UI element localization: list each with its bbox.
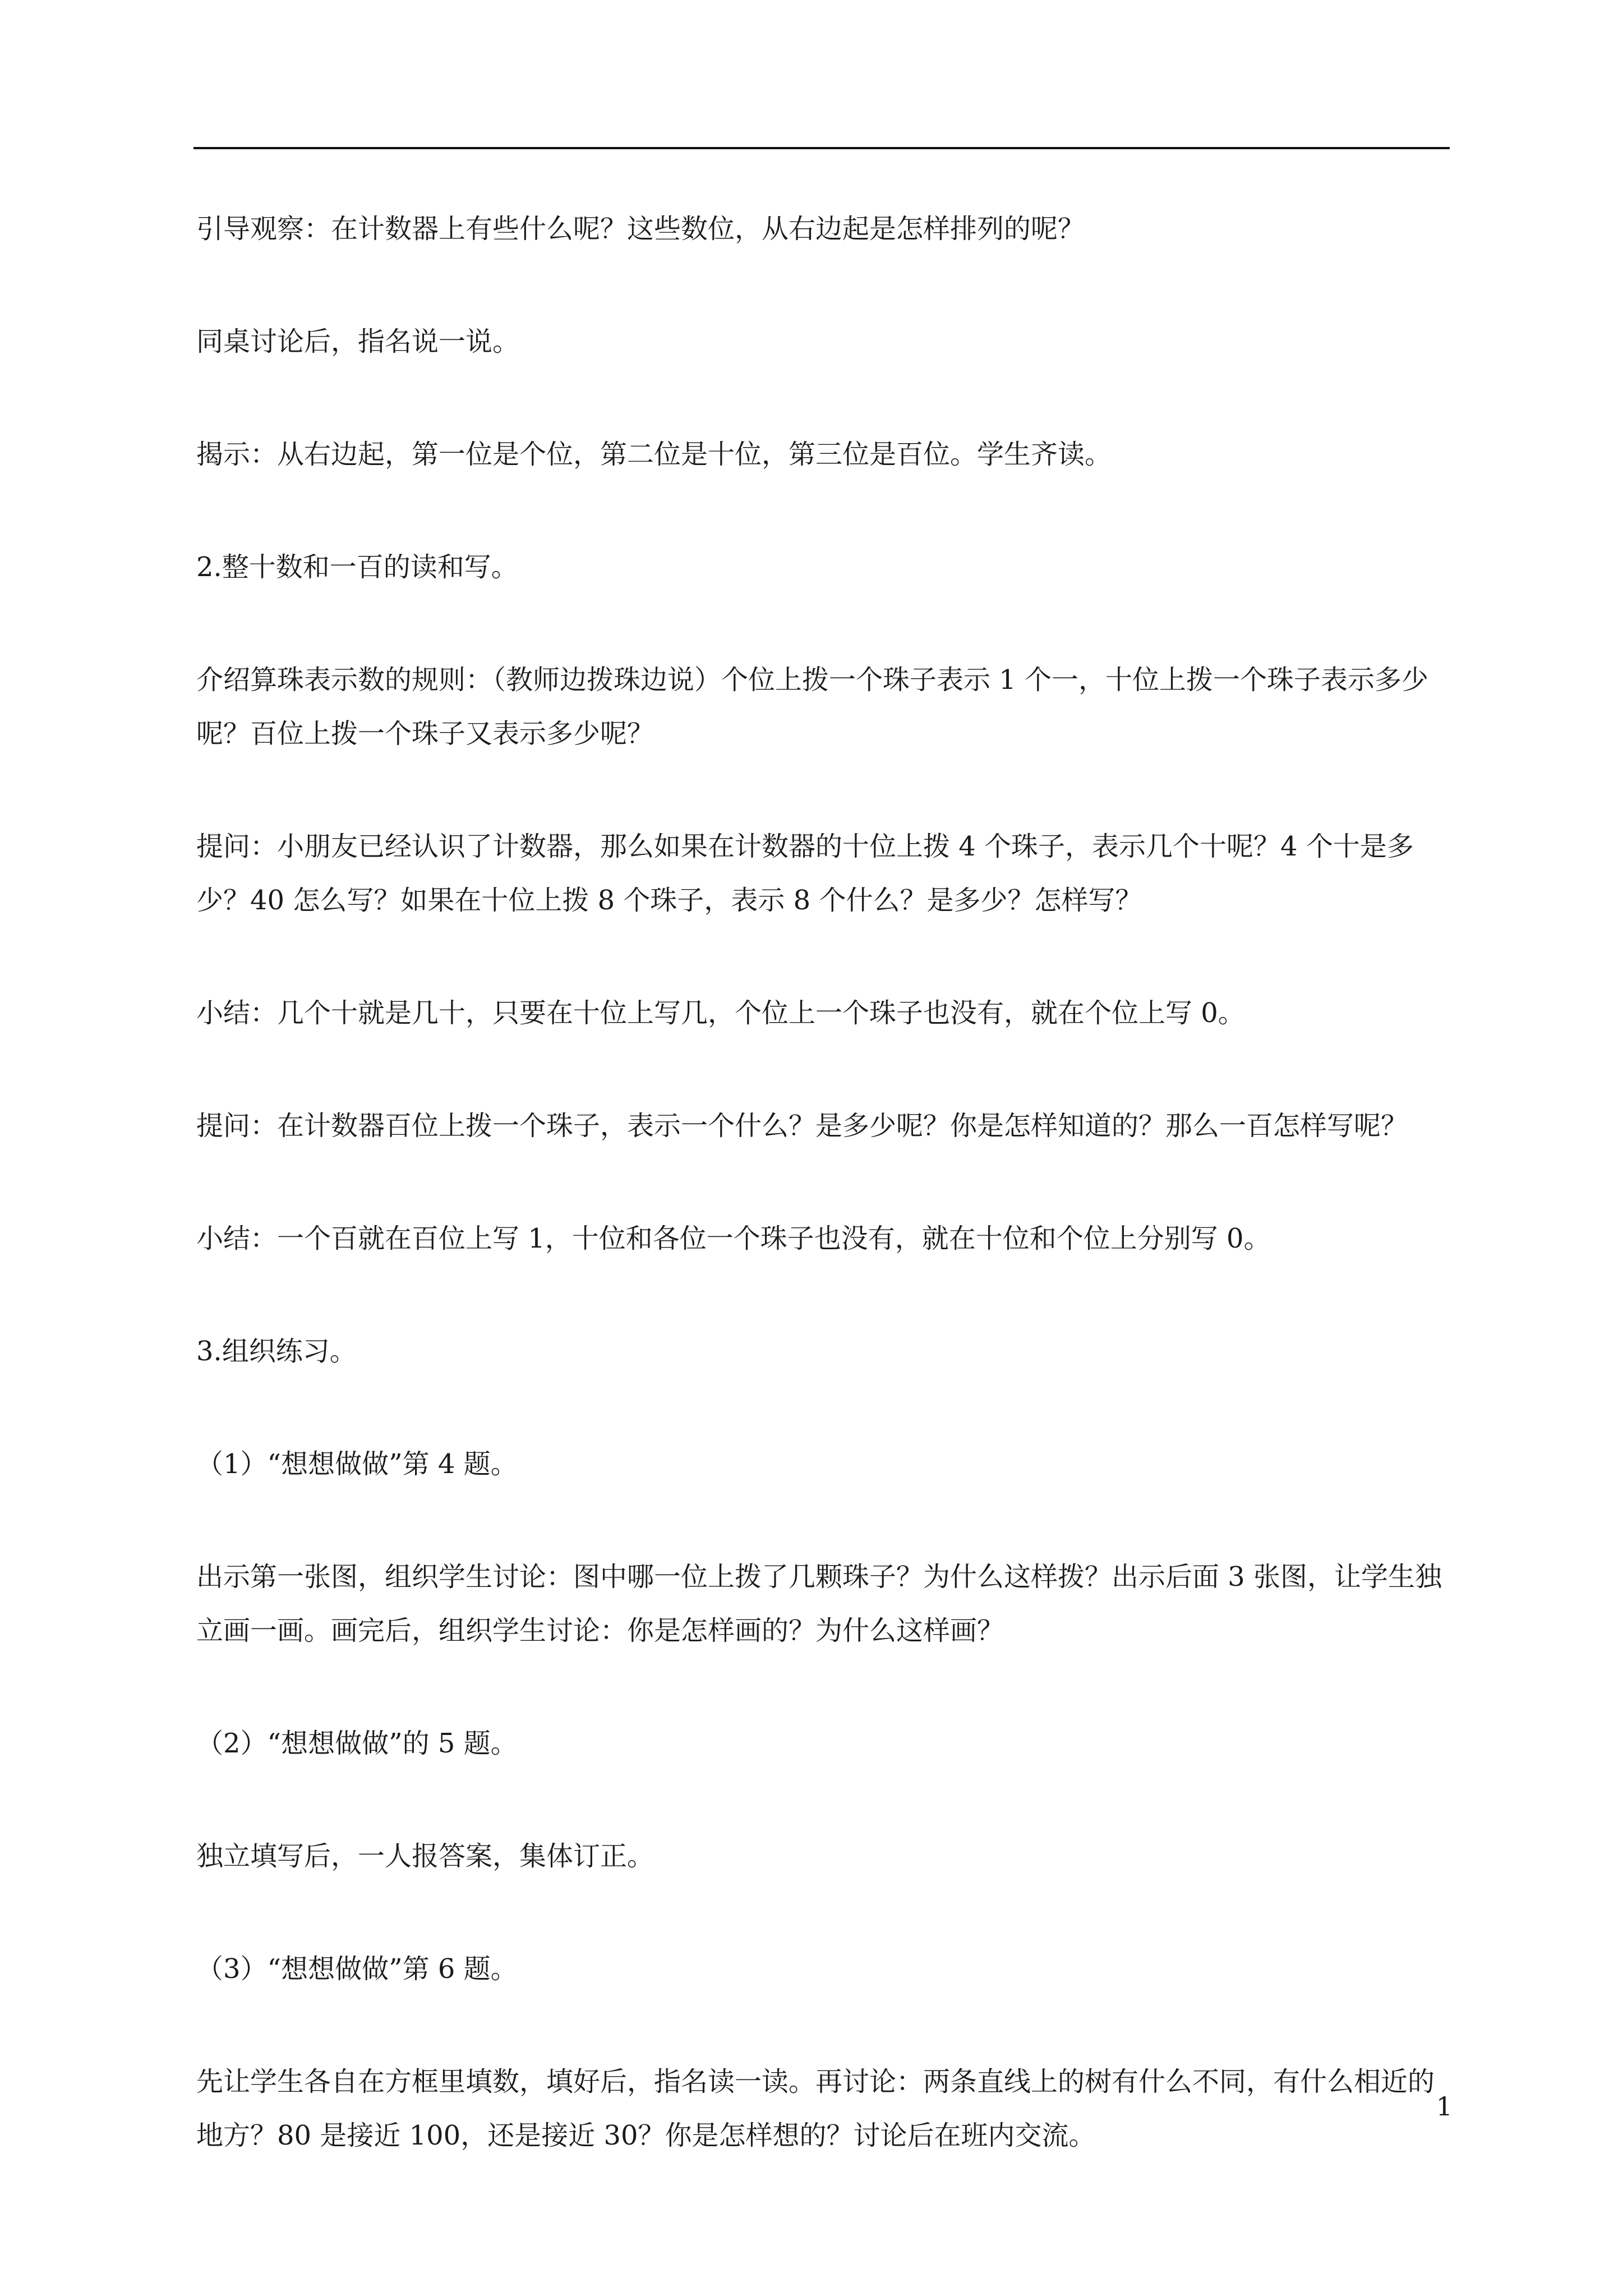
paragraph-reveal: 揭示：从右边起，第一位是个位，第二位是十位，第三位是百位。学生齐读。 — [196, 439, 1112, 470]
paragraph-bead-rules: 介绍算珠表示数的规则：（教师边拨珠边说）个位上拨一个珠子表示 1 个一，十位上拨一个珠子表示多少呢？百位上拨一个珠子又表示多少呢？ — [196, 664, 1429, 749]
header-rule — [193, 147, 1450, 149]
paragraph-guide-observe: 引导观察：在计数器上有些什么呢？这些数位，从右边起是怎样排列的呢？ — [196, 213, 1085, 245]
paragraph-exercise-1: 出示第一张图，组织学生讨论：图中哪一位上拨了几颗珠子？为什么这样拨？出示后面 3 张图，让学生独立画一画。画完后，组织学生讨论：你是怎样画的？为什么这样画？ — [196, 1561, 1442, 1646]
section-heading-2: 2.整十数和一百的读和写。 — [196, 551, 518, 583]
paragraph-discussion: 同桌讨论后，指名说一说。 — [196, 326, 520, 357]
paragraph-summary-hundred: 小结：一个百就在百位上写 1，十位和各位一个珠子也没有，就在十位和个位上分别写 0。 — [196, 1223, 1271, 1254]
paragraph-question-hundred: 提问：在计数器百位上拨一个珠子，表示一个什么？是多少呢？你是怎样知道的？那么一百怎样写呢？ — [196, 1110, 1408, 1142]
paragraph-question-tens: 提问：小朋友已经认识了计数器，那么如果在计数器的十位上拨 4 个珠子，表示几个十呢？4 个十是多少？40 怎么写？如果在十位上拨 8 个珠子，表示 8 个什么？是多少？怎样写？ — [196, 831, 1414, 916]
section-heading-3: 3.组织练习。 — [196, 1336, 357, 1367]
paragraph-exercise-3: 先让学生各自在方框里填数，填好后，指名读一读。再讨论：两条直线上的树有什么不同，有什么相近的地方？80 是接近 100，还是接近 30？你是怎样想的？讨论后在班内交流。 — [196, 2066, 1435, 2151]
document-body — [196, 202, 1450, 2221]
page-number: 1 — [1436, 2091, 1453, 2122]
exercise-heading-3: （3）“想想做做”第 6 题。 — [196, 1953, 518, 1985]
exercise-heading-1: （1）“想想做做”第 4 题。 — [196, 1448, 518, 1480]
paragraph-exercise-2: 独立填写后，一人报答案，集体订正。 — [196, 1841, 654, 1872]
paragraph-summary-tens: 小结：几个十就是几十，只要在十位上写几，个位上一个珠子也没有，就在个位上写 0。 — [196, 997, 1245, 1029]
exercise-heading-2: （2）“想想做做”的 5 题。 — [196, 1728, 518, 1759]
